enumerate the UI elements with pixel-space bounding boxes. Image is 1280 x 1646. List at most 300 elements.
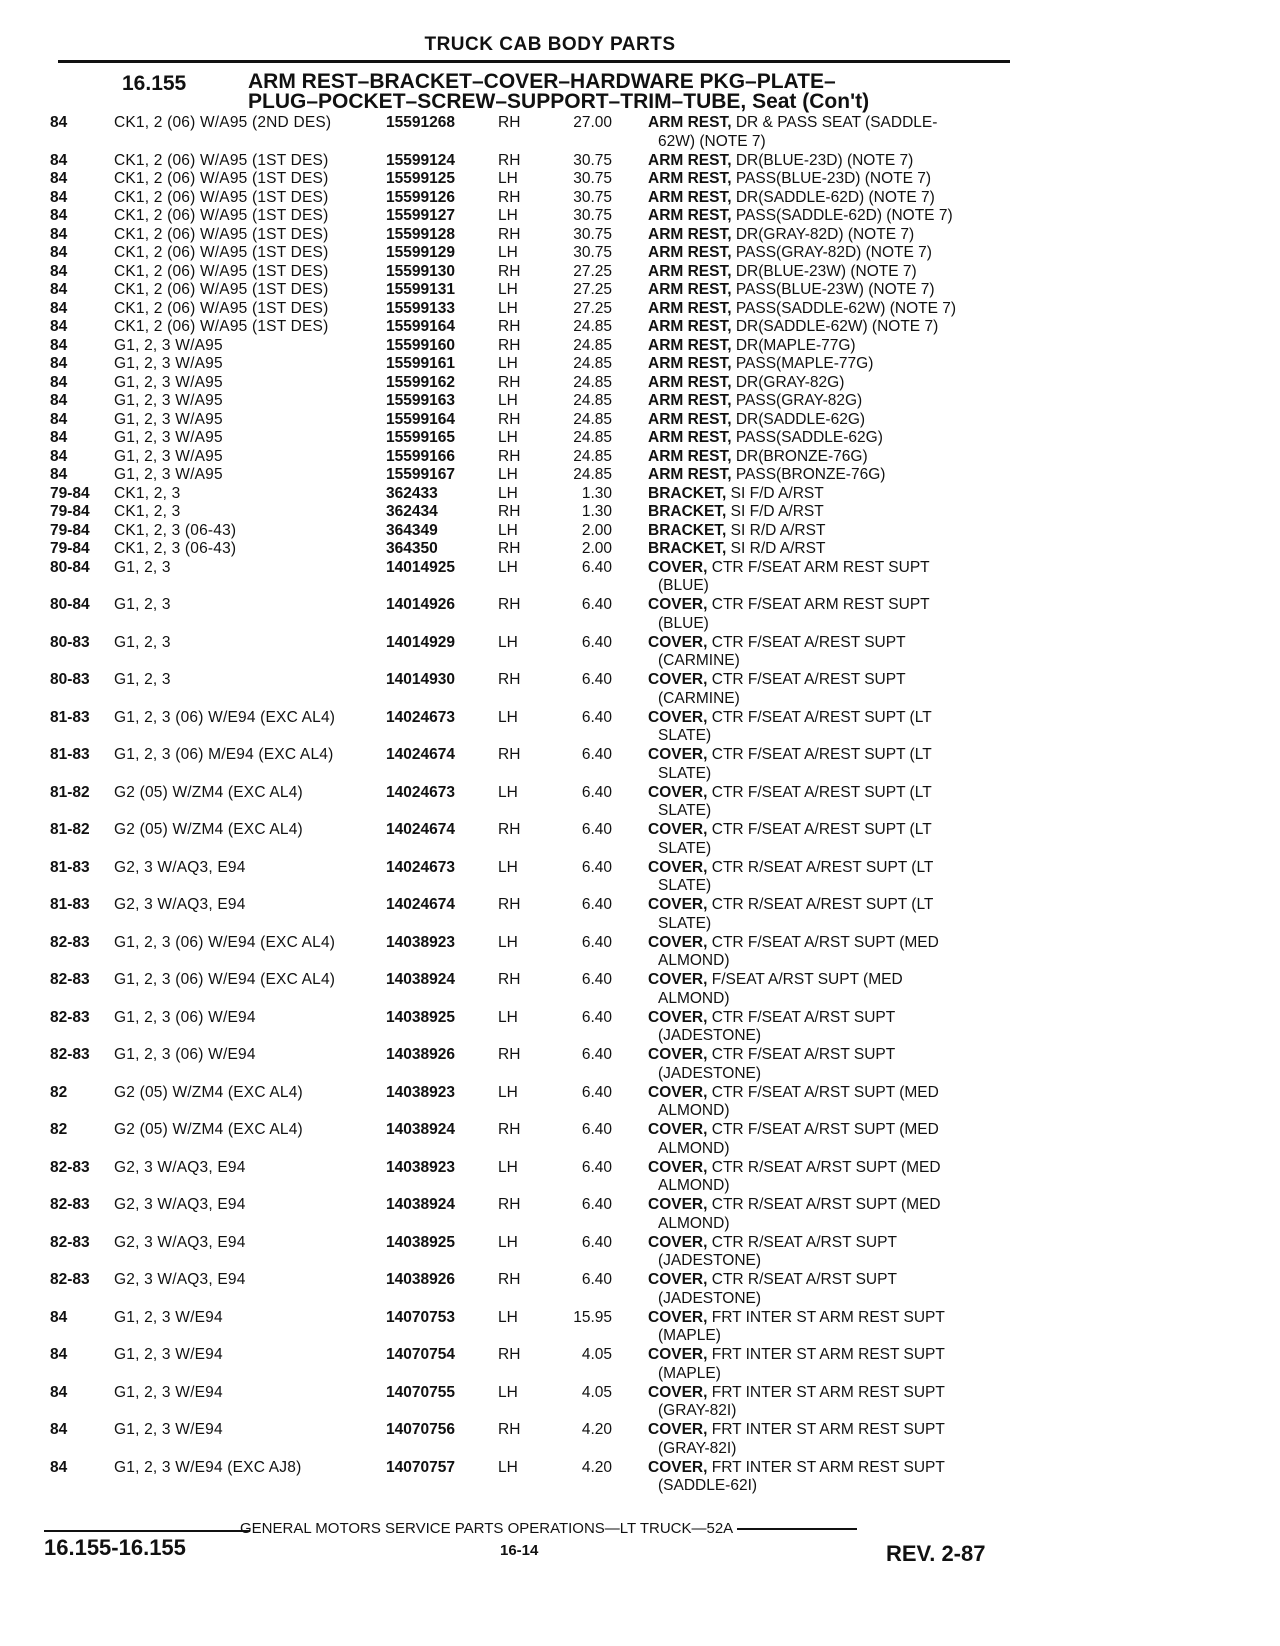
description-text: PASS(BRONZE-76G) [731,466,886,483]
model-cell: G1, 2, 3 [114,596,171,613]
model-cell: G2, 3 W/AQ3, E94 [114,1158,246,1176]
part-row [50,337,1010,356]
part-number-cell: 364350 [386,540,438,557]
description-text: CTR F/SEAT A/RST SUPT (MED [707,1083,939,1101]
description-text: DR(SADDLE-62D) (NOTE 7) [731,188,935,206]
price-cell: 4.20 [581,1458,612,1476]
side-cell: LH [498,392,518,409]
side-cell: LH [498,1308,518,1326]
model-cell: CK1, 2 (06) W/A95 (1ST DES) [114,281,329,298]
part-row [50,1159,1010,1197]
description-line [648,374,1010,393]
part-number-cell: 14038924 [386,1121,455,1138]
footer-page-number: 16-14 [500,1542,539,1559]
price-cell: 24.85 [573,466,612,483]
description-keyword: ARM REST, [648,355,732,372]
description-continuation: ALMOND) [658,1177,730,1194]
description-cell [648,318,1010,337]
description-continuation: (GRAY-82I) [658,1439,737,1457]
model-cell: CK1, 2, 3 [114,503,181,520]
part-row [50,522,1010,541]
description-text: F/SEAT A/RST SUPT (MED [707,971,903,988]
description-cell [648,1046,1010,1083]
description-continuation: (CARMINE) [658,652,740,669]
description-cell [648,971,1010,1008]
footer-operations: GENERAL MOTORS SERVICE PARTS OPERATIONS—LT TRUCK—52A [240,1520,733,1537]
model-cell: G1, 2, 3 W/E94 [114,1383,223,1401]
part-row [50,540,1010,559]
part-number-cell: 14038925 [386,1008,455,1026]
description-text: DR(GRAY-82G) [731,373,845,391]
price-cell: 24.85 [573,447,612,465]
description-cell [648,709,1010,746]
description-cell [648,152,1010,171]
part-number-cell: 14070753 [386,1308,455,1326]
part-row [50,1196,1010,1234]
year-cell: 84 [50,429,68,446]
part-number-cell: 14070757 [386,1458,455,1476]
year-cell: 84 [50,244,68,261]
part-number-cell: 15599133 [386,299,455,317]
footer-revision: REV. 2-87 [886,1541,986,1566]
model-cell: G1, 2, 3 W/A95 [114,410,223,428]
year-cell: 82-83 [50,1271,90,1288]
year-cell: 84 [50,466,68,483]
part-row [50,709,1010,747]
side-cell: RH [498,503,521,520]
price-cell: 6.40 [581,971,612,988]
model-cell: CK1, 2 (06) W/A95 (1ST DES) [114,170,329,187]
model-cell: CK1, 2 (06) W/A95 (1ST DES) [114,318,329,335]
year-cell: 84 [50,1458,68,1476]
model-cell: G1, 2, 3 W/A95 [114,355,223,372]
price-cell: 4.05 [581,1383,612,1401]
description-text: CTR F/SEAT A/REST SUPT [707,633,906,651]
price-cell: 6.40 [581,783,612,801]
model-cell: CK1, 2, 3 [114,484,181,502]
description-line [648,671,1010,690]
year-cell: 79-84 [50,484,90,502]
description-cell [648,189,1010,208]
side-cell: LH [498,1008,518,1026]
model-cell: CK1, 2 (06) W/A95 (2ND DES) [114,114,332,131]
part-row [50,281,1010,300]
description-continuation: SLATE) [658,802,712,819]
model-cell: G1, 2, 3 W/E94 [114,1346,223,1363]
description-keyword: ARM REST, [648,336,732,354]
description-cell [648,281,1010,300]
description-cell [648,1309,1010,1346]
description-keyword: COVER, [648,933,708,951]
description-text: CTR F/SEAT A/REST SUPT (LT [707,746,932,763]
description-text: CTR F/SEAT A/REST SUPT [707,671,906,688]
side-cell: RH [498,1046,521,1063]
year-cell: 82-83 [50,1196,90,1213]
description-line [648,485,1010,504]
model-cell: G1, 2, 3 (06) W/E94 (EXC AL4) [114,971,336,988]
page-header-title: TRUCK CAB BODY PARTS [424,34,676,55]
description-line [648,1234,1010,1253]
description-text: CTR R/SEAT A/RST SUPT (MED [707,1196,941,1213]
description-cell [648,746,1010,783]
part-row [50,411,1010,430]
description-keyword: COVER, [648,1458,708,1476]
description-cell [648,1271,1010,1308]
year-cell: 84 [50,207,68,224]
model-cell: G1, 2, 3 W/A95 [114,447,223,465]
year-cell: 80-83 [50,671,90,688]
description-line [648,559,1010,578]
year-cell: 84 [50,114,68,131]
year-cell: 84 [50,170,68,187]
description-line [648,522,1010,541]
section-title [248,72,869,112]
side-cell: RH [498,188,521,206]
description-line [648,226,1010,245]
description-continuation: (BLUE) [658,577,709,594]
price-cell: 6.40 [581,821,612,838]
side-cell: LH [498,708,518,726]
description-continuation: SLATE) [658,914,712,932]
part-row [50,971,1010,1009]
description-continuation: SLATE) [658,764,712,782]
model-cell: G2 (05) W/ZM4 (EXC AL4) [114,821,303,838]
description-line [648,934,1010,953]
description-line [648,392,1010,411]
description-keyword: ARM REST, [648,281,732,298]
part-number-cell: 15599124 [386,151,455,169]
price-cell: 6.40 [581,633,612,651]
price-cell: 6.40 [581,1008,612,1026]
description-cell [648,540,1010,559]
side-cell: RH [498,540,521,557]
footer-rule [44,1530,250,1532]
part-number-cell: 362434 [386,503,438,520]
part-row [50,318,1010,337]
part-row [50,485,1010,504]
year-cell: 84 [50,262,68,280]
description-keyword: ARM REST, [648,299,732,317]
description-line [648,1346,1010,1365]
model-cell: CK1, 2 (06) W/A95 (1ST DES) [114,225,329,243]
part-row [50,671,1010,709]
model-cell: G1, 2, 3 W/E94 (EXC AJ8) [114,1458,302,1476]
description-continuation: (CARMINE) [658,689,740,707]
price-cell: 27.00 [573,114,612,131]
part-row [50,1084,1010,1122]
side-cell: RH [498,1421,521,1438]
description-line [648,114,1010,133]
description-keyword: ARM REST, [648,244,732,261]
year-cell: 80-84 [50,596,90,613]
description-keyword: ARM REST, [648,207,732,224]
description-cell [648,244,1010,263]
description-keyword: ARM REST, [648,429,732,446]
part-number-cell: 15599163 [386,392,455,409]
price-cell: 6.40 [581,858,612,876]
part-row [50,746,1010,784]
part-number-cell: 15599165 [386,429,455,446]
side-cell: LH [498,484,518,502]
description-keyword: BRACKET, [648,540,727,557]
description-line [648,318,1010,337]
part-number-cell: 362433 [386,484,438,502]
description-continuation: (GRAY-82I) [658,1402,737,1419]
price-cell: 6.40 [581,1196,612,1213]
price-cell: 1.30 [581,503,612,520]
side-cell: LH [498,170,518,187]
part-number-cell: 14038924 [386,1196,455,1213]
description-text: DR(SADDLE-62W) (NOTE 7) [731,318,939,335]
description-continuation: SLATE) [658,839,712,857]
description-text: CTR F/SEAT ARM REST SUPT [707,558,930,576]
description-text: PASS(MAPLE-77G) [731,355,874,372]
price-cell: 24.85 [573,336,612,354]
description-continuation: (JADESTONE) [658,1064,762,1082]
part-number-cell: 14014926 [386,596,455,613]
description-continuation: ALMOND) [658,1102,730,1119]
description-line [648,170,1010,189]
description-keyword: COVER, [648,746,708,763]
description-continuation: (JADESTONE) [658,1252,762,1269]
description-keyword: COVER, [648,1233,708,1251]
description-cell [648,337,1010,356]
price-cell: 24.85 [573,373,612,391]
description-continuation: ALMOND) [658,989,730,1007]
price-cell: 15.95 [573,1308,612,1326]
part-row [50,170,1010,189]
description-cell [648,429,1010,448]
year-cell: 84 [50,188,68,206]
price-cell: 24.85 [573,392,612,409]
year-cell: 84 [50,392,68,409]
part-row [50,934,1010,972]
description-text: SI R/D A/RST [726,521,826,539]
model-cell: G2 (05) W/ZM4 (EXC AL4) [114,783,303,801]
header-rule [58,60,1010,63]
side-cell: RH [498,151,521,169]
footer-rule-right [737,1528,857,1530]
side-cell: LH [498,244,518,261]
price-cell: 30.75 [573,188,612,206]
description-cell [648,1384,1010,1421]
part-row [50,1309,1010,1347]
price-cell: 6.40 [581,1046,612,1063]
description-keyword: ARM REST, [648,410,732,428]
part-row [50,263,1010,282]
price-cell: 27.25 [573,281,612,298]
description-line [648,971,1010,990]
part-number-cell: 14014929 [386,633,455,651]
description-keyword: ARM REST, [648,170,732,187]
side-cell: LH [498,1458,518,1476]
description-cell [648,411,1010,430]
description-text: SI F/D A/RST [726,484,824,502]
description-line [648,1009,1010,1028]
description-keyword: ARM REST, [648,188,732,206]
side-cell: RH [498,1196,521,1213]
price-cell: 30.75 [573,151,612,169]
price-cell: 6.40 [581,1121,612,1138]
description-keyword: BRACKET, [648,503,727,520]
description-line [648,1084,1010,1103]
model-cell: G2, 3 W/AQ3, E94 [114,1196,246,1213]
footer-operations-line [240,1520,1010,1537]
year-cell: 81-83 [50,746,90,763]
year-cell: 84 [50,1308,68,1326]
model-cell: CK1, 2 (06) W/A95 (1ST DES) [114,244,329,261]
year-cell: 82-83 [50,1008,90,1026]
part-row [50,429,1010,448]
footer-section-range: 16.155-16.155 [44,1535,186,1560]
description-line [648,1271,1010,1290]
part-number-cell: 14024673 [386,858,455,876]
model-cell: G1, 2, 3 (06) W/E94 [114,1046,256,1063]
description-keyword: COVER, [648,1008,708,1026]
price-cell: 6.40 [581,1158,612,1176]
description-cell [648,522,1010,541]
part-row [50,300,1010,319]
year-cell: 84 [50,151,68,169]
part-number-cell: 14038926 [386,1046,455,1063]
part-number-cell: 14014925 [386,558,455,576]
part-number-cell: 15599131 [386,281,455,298]
description-line [648,300,1010,319]
description-cell [648,170,1010,189]
side-cell: LH [498,933,518,951]
model-cell: G1, 2, 3 [114,633,171,651]
description-keyword: COVER, [648,783,708,801]
description-text: FRT INTER ST ARM REST SUPT [707,1383,945,1401]
description-line [648,429,1010,448]
description-cell [648,114,1010,151]
description-cell [648,596,1010,633]
part-row [50,859,1010,897]
description-text: PASS(BLUE-23W) (NOTE 7) [731,281,935,298]
description-continuation: 62W) (NOTE 7) [658,132,766,150]
part-number-cell: 14024673 [386,783,455,801]
part-row [50,374,1010,393]
side-cell: LH [498,207,518,224]
part-row [50,1346,1010,1384]
model-cell: G1, 2, 3 (06) M/E94 (EXC AL4) [114,746,334,763]
description-line [648,263,1010,282]
description-cell [648,1234,1010,1271]
part-row [50,466,1010,485]
side-cell: RH [498,1271,521,1288]
price-cell: 24.85 [573,429,612,446]
part-row [50,596,1010,634]
description-text: CTR F/SEAT A/RST SUPT [707,1046,896,1063]
description-line [648,189,1010,208]
side-cell: LH [498,355,518,372]
part-row [50,392,1010,411]
year-cell: 82-83 [50,1046,90,1063]
description-keyword: ARM REST, [648,447,732,465]
year-cell: 82-83 [50,1158,90,1176]
description-continuation: SLATE) [658,877,712,894]
description-keyword: COVER, [648,1308,708,1326]
description-text: DR(SADDLE-62G) [731,410,866,428]
description-keyword: BRACKET, [648,484,727,502]
description-text: CTR R/SEAT A/RST SUPT (MED [707,1158,941,1176]
part-row [50,1384,1010,1422]
year-cell: 81-83 [50,896,90,913]
part-number-cell: 15599125 [386,170,455,187]
description-keyword: BRACKET, [648,521,727,539]
price-cell: 6.40 [581,671,612,688]
description-cell [648,485,1010,504]
price-cell: 30.75 [573,207,612,224]
description-text: CTR F/SEAT A/RST SUPT (MED [707,933,939,951]
year-cell: 84 [50,410,68,428]
description-line [648,746,1010,765]
description-keyword: COVER, [648,1196,708,1213]
side-cell: RH [498,262,521,280]
description-keyword: COVER, [648,821,708,838]
part-number-cell: 15599127 [386,207,455,224]
model-cell: CK1, 2 (06) W/A95 (1ST DES) [114,151,329,169]
part-number-cell: 14070755 [386,1383,455,1401]
part-number-cell: 364349 [386,521,438,539]
description-line [648,281,1010,300]
section-number: 16.155 [122,72,187,95]
description-line [648,503,1010,522]
description-text: PASS(SADDLE-62G) [731,429,883,446]
side-cell: LH [498,783,518,801]
part-row [50,1121,1010,1159]
description-continuation: (SADDLE-62I) [658,1477,758,1494]
part-number-cell: 15599129 [386,244,455,261]
part-number-cell: 14038924 [386,971,455,988]
part-row [50,896,1010,934]
model-cell: G1, 2, 3 [114,558,171,576]
description-line [648,821,1010,840]
description-keyword: ARM REST, [648,466,732,483]
part-number-cell: 15599126 [386,188,455,206]
description-text: SI R/D A/RST [726,540,826,557]
description-cell [648,300,1010,319]
parts-list [50,114,1010,1496]
model-cell: G1, 2, 3 W/A95 [114,429,223,446]
price-cell: 30.75 [573,244,612,261]
description-line [648,337,1010,356]
description-continuation: (JADESTONE) [658,1027,762,1044]
description-line [648,1121,1010,1140]
model-cell: G1, 2, 3 W/A95 [114,466,223,483]
description-text: CTR F/SEAT A/REST SUPT (LT [707,783,932,801]
description-cell [648,392,1010,411]
description-text: CTR R/SEAT A/RST SUPT [707,1233,897,1251]
description-cell [648,466,1010,485]
description-cell [648,634,1010,671]
section-title-line2: PLUG–POCKET–SCREW–SUPPORT–TRIM–TUBE, Seat (Con't) [248,90,870,113]
side-cell: LH [498,429,518,446]
description-cell [648,355,1010,374]
description-cell [648,821,1010,858]
model-cell: CK1, 2 (06) W/A95 (1ST DES) [114,188,329,206]
description-cell [648,1084,1010,1121]
description-cell [648,671,1010,708]
part-row [50,244,1010,263]
price-cell: 6.40 [581,933,612,951]
side-cell: RH [498,1346,521,1363]
year-cell: 82-83 [50,971,90,988]
part-row [50,1009,1010,1047]
description-line [648,355,1010,374]
side-cell: RH [498,1121,521,1138]
model-cell: G1, 2, 3 W/A95 [114,373,223,391]
